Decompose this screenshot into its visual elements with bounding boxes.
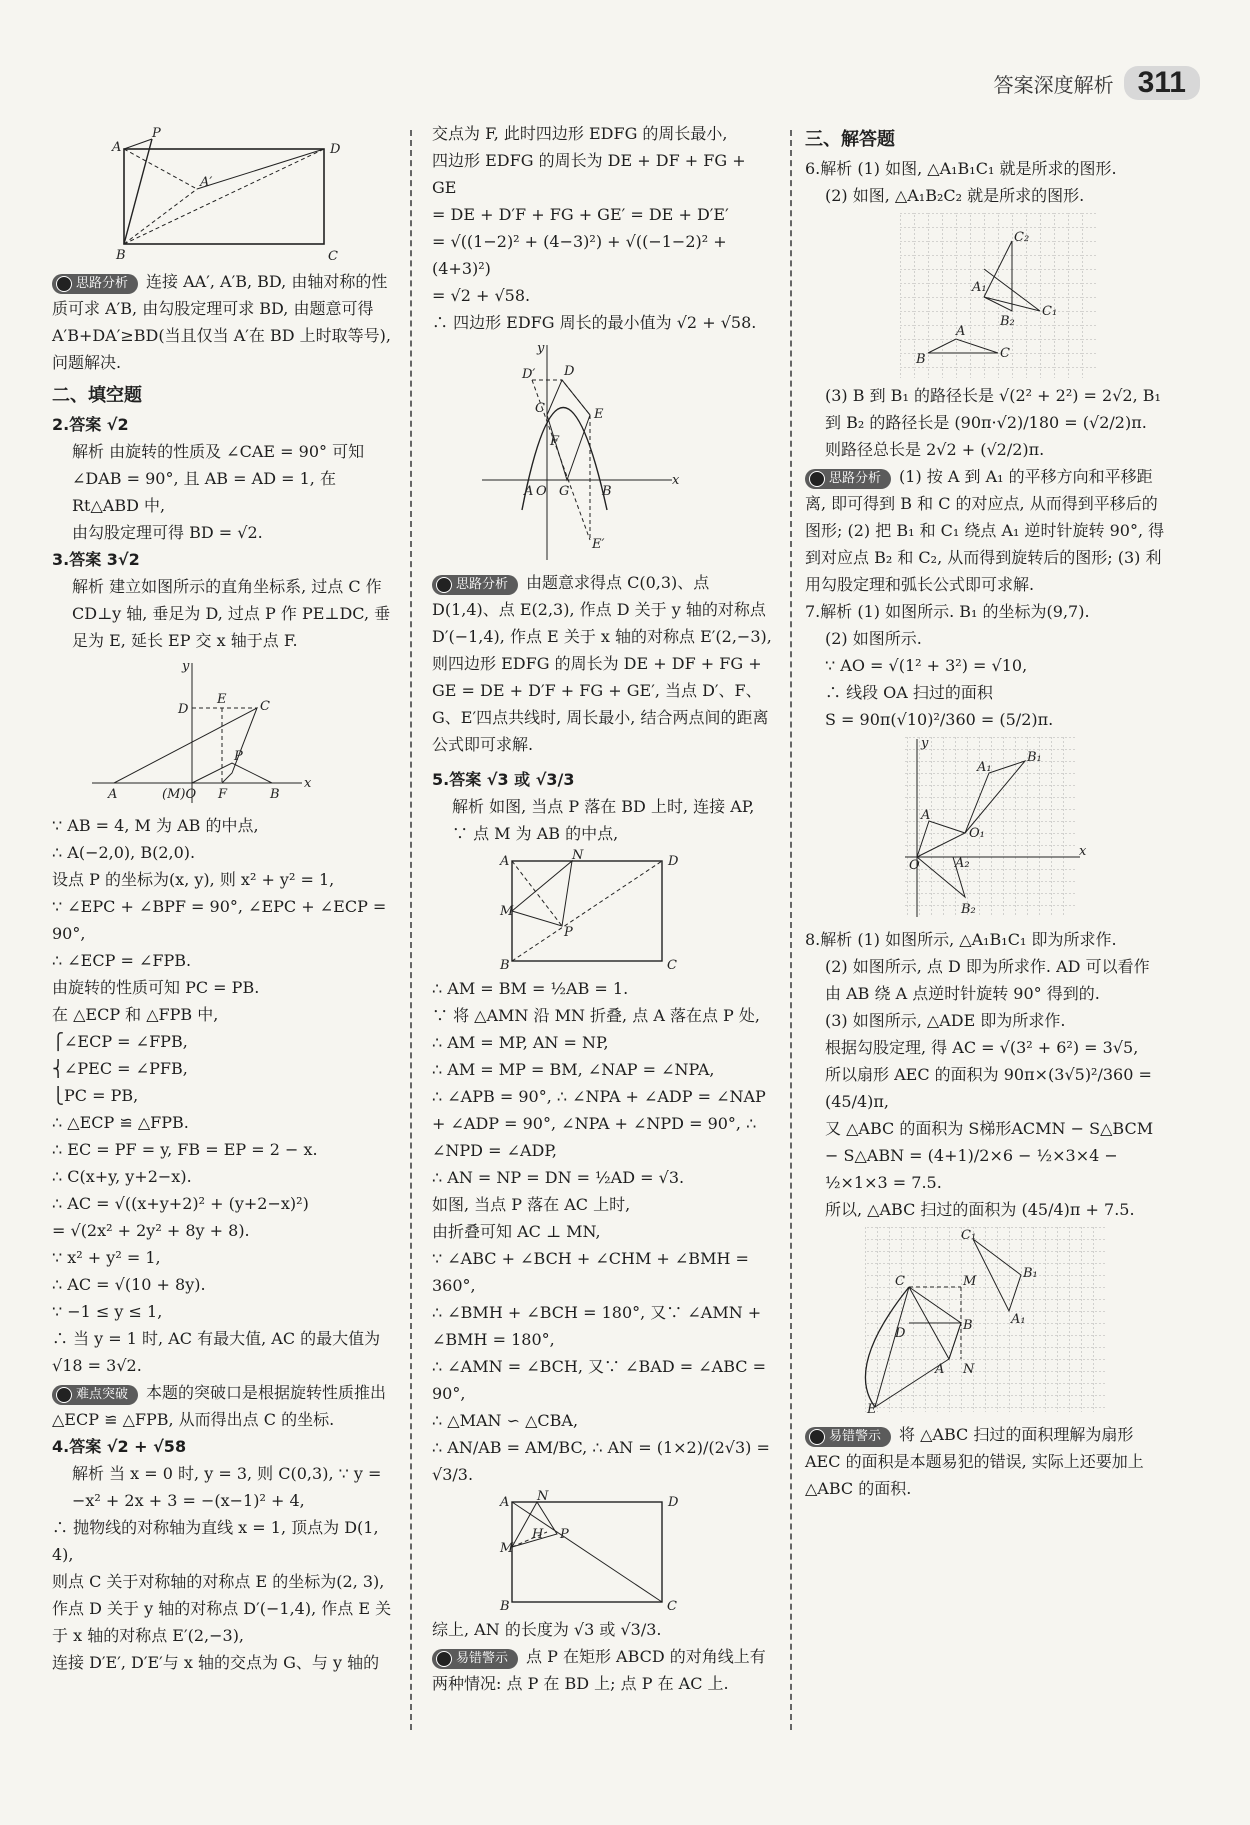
svg-text:C: C xyxy=(667,1599,677,1614)
q7-line: ∵ AO = √(1² + 3²) = √10, xyxy=(825,656,1028,675)
section-fill-in-title: 二、填空题 xyxy=(52,385,142,406)
derivation-line: = DE + D′F + FG + GE′ = DE + D′E′ xyxy=(432,205,729,224)
column-right xyxy=(805,120,1165,1502)
derivation-line: ∴ AM = MP = BM, ∠NAP = ∠NPA, xyxy=(432,1060,715,1079)
derivation-line: √18 = 3√2. xyxy=(52,1356,142,1375)
svg-text:D: D xyxy=(564,364,575,379)
svg-text:D′: D′ xyxy=(522,367,536,382)
q6-part1: 6.解析 (1) 如图, △A₁B₁C₁ 就是所求的图形. xyxy=(805,159,1117,178)
q2-analysis-end: 由勾股定理可得 BD = √2. xyxy=(72,523,263,542)
svg-text:M: M xyxy=(963,1274,977,1289)
derivation-line: ∵ 将 △AMN 沿 MN 折叠, 点 A 落在点 P 处, xyxy=(432,1006,760,1025)
thinking-analysis-text: 由题意求得点 C(0,3)、点 D(1,4)、点 E(2,3), 作点 D 关于 y 轴的对称点 D′(−1,4), 作点 E 关于 x 轴的对称点 E′(2,−3), 则四边形 EDFG 的周长为 DE + DF + FG + GE = DE + D′F + FG + GE′, 当点 D′、F、G、E′四点共线时, 周长最小, 结合两点间的距离公式即可求解. xyxy=(432,573,772,754)
svg-text:(M)O: (M)O xyxy=(162,787,197,802)
svg-text:C: C xyxy=(535,401,545,416)
svg-text:B₂: B₂ xyxy=(961,902,976,917)
derivation-line: ∵ x² + y² = 1, xyxy=(52,1248,161,1267)
svg-text:C₁: C₁ xyxy=(1042,304,1058,319)
derivation-line: ∵ −1 ≤ y ≤ 1, xyxy=(52,1302,163,1321)
svg-text:O: O xyxy=(909,858,920,873)
q4-analysis: 解析 当 x = 0 时, y = 3, 则 C(0,3), ∵ y = −x² + 2x + 3 = −(x−1)² + 4, xyxy=(72,1464,382,1510)
svg-text:B₁: B₁ xyxy=(1027,750,1042,765)
derivation-line: ⎨∠PEC = ∠PFB, xyxy=(52,1059,188,1078)
thinking-analysis-badge: 思路分析 xyxy=(52,274,138,294)
common-error-badge: 易错警示 xyxy=(432,1649,518,1669)
page-number: 311 xyxy=(1124,66,1200,100)
figure-q5-case1 xyxy=(492,848,692,973)
derivation-line: 连接 D′E′, D′E′与 x 轴的交点为 G、与 y 轴的 xyxy=(52,1653,380,1672)
column-divider xyxy=(410,130,412,1730)
q5-answer: 5.答案 √3 或 √3/3 xyxy=(432,770,575,789)
svg-text:E: E xyxy=(867,1402,877,1417)
q6-part3: (3) B 到 B₁ 的路径长是 √(2² + 2²) = 2√2, B₁ 到 B₂ 的路径长是 (90π·√2)/180 = (√2/2)π. xyxy=(825,386,1161,432)
svg-text:C₁: C₁ xyxy=(961,1228,977,1243)
derivation-line: ∵ AB = 4, M 为 AB 的中点, xyxy=(52,816,259,835)
derivation-line: ∴ EC = PF = y, FB = EP = 2 − x. xyxy=(52,1140,318,1159)
derivation-line: ∵ ∠ABC + ∠BCH + ∠CHM + ∠BMH = 360°, xyxy=(432,1249,749,1295)
svg-text:A: A xyxy=(500,854,510,869)
q8-line: (2) 如图所示, 点 D 即为所求作. AD 可以看作由 AB 绕 A 点逆时针旋转 90° 得到的. xyxy=(825,957,1150,1003)
svg-text:B₁: B₁ xyxy=(1023,1266,1038,1281)
svg-text:x: x xyxy=(304,776,312,791)
thinking-analysis-text: (1) 按 A 到 A₁ 的平移方向和平移距离, 即可得到 B 和 C 的对应点, 从而得到平移后的图形; (2) 把 B₁ 和 C₁ 绕点 A₁ 逆时针旋转 90°, 得到对应点 B₂ 和 C₂, 从而得到旋转后的图形; (3) 利用勾股定理和弧长公式即可求解. xyxy=(805,467,1165,594)
svg-text:M: M xyxy=(500,1541,514,1556)
thinking-analysis-badge: 思路分析 xyxy=(805,469,891,489)
derivation-line: ∴ ∠AMN = ∠BCH, 又∵ ∠BAD = ∠ABC = 90°, xyxy=(432,1357,766,1403)
svg-text:O₁: O₁ xyxy=(969,826,985,841)
svg-text:A₁: A₁ xyxy=(977,760,992,775)
svg-text:C: C xyxy=(1000,346,1010,361)
common-error-text: 将 △ABC 扫过的面积理解为扇形 AEC 的面积是本题易犯的错误, 实际上还要加上 △ABC 的面积. xyxy=(805,1425,1144,1498)
svg-text:D: D xyxy=(178,702,189,717)
svg-text:E: E xyxy=(217,692,227,707)
q7-line: (2) 如图所示. xyxy=(825,629,922,648)
figure-parabola xyxy=(472,340,732,565)
svg-text:x: x xyxy=(672,473,680,488)
svg-text:P: P xyxy=(152,126,161,141)
q3-analysis: 解析 建立如图所示的直角坐标系, 过点 C 作 CD⊥y 轴, 垂足为 D, 过点 P 作 PE⊥DC, 垂足为 E, 延长 EP 交 x 轴于点 F. xyxy=(72,577,391,650)
column-left xyxy=(52,120,392,1676)
derivation-line: ∴ 抛物线的对称轴为直线 x = 1, 顶点为 D(1, 4), xyxy=(52,1518,379,1564)
svg-text:D: D xyxy=(668,854,679,869)
svg-text:A′: A′ xyxy=(200,175,213,190)
common-error-badge: 易错警示 xyxy=(805,1427,891,1447)
svg-text:B: B xyxy=(116,248,126,263)
derivation-line: ∴ AN = NP = DN = ½AD = √3. xyxy=(432,1168,685,1187)
svg-text:P: P xyxy=(234,749,243,764)
q3-derivation xyxy=(52,812,392,1379)
derivation-line: 则点 C 关于对称轴的对称点 E 的坐标为(2, 3), 作点 D 关于 y 轴的对称点 D′(−1,4), 作点 E 关于 x 轴的对称点 E′(2,−3), xyxy=(52,1572,392,1645)
svg-text:A: A xyxy=(112,140,122,155)
svg-text:H: H xyxy=(532,1527,544,1542)
svg-text:O: O xyxy=(536,484,547,499)
svg-text:y: y xyxy=(537,341,545,356)
common-error-text: 点 P 在矩形 ABCD 的对角线上有两种情况: 点 P 在 BD 上; 点 P 在 AC 上. xyxy=(432,1647,766,1693)
derivation-line: = √(2x² + 2y² + 8y + 8). xyxy=(52,1221,250,1240)
q7-line: S = 90π(√10)²/360 = (5/2)π. xyxy=(825,710,1054,729)
svg-text:A: A xyxy=(108,787,118,802)
svg-text:P: P xyxy=(560,1527,569,1542)
svg-text:A: A xyxy=(935,1362,945,1377)
derivation-line: ∴ 四边形 EDFG 周长的最小值为 √2 + √58. xyxy=(432,313,757,332)
derivation-line: ∴ AC = √(10 + 8y). xyxy=(52,1275,206,1294)
svg-text:E: E xyxy=(594,407,604,422)
figure-q7-grid xyxy=(895,737,1085,922)
derivation-line: ∴ C(x+y, y+2−x). xyxy=(52,1167,192,1186)
derivation-line: ∴ ∠APB = 90°, ∴ ∠NPA + ∠ADP = ∠NAP + ∠ADP = 90°, ∠NPA + ∠NPD = 90°, ∴ ∠NPD = ∠ADP, xyxy=(432,1087,766,1160)
svg-text:B: B xyxy=(916,352,926,367)
derivation-line: ∴ AM = BM = ½AB = 1. xyxy=(432,979,629,998)
svg-text:A: A xyxy=(956,324,966,339)
svg-text:F: F xyxy=(550,434,560,449)
figure-rectangle-fold xyxy=(52,124,342,264)
derivation-line: 设点 P 的坐标为(x, y), 则 x² + y² = 1, xyxy=(52,870,335,889)
derivation-line: ∴ A(−2,0), B(2,0). xyxy=(52,843,196,862)
q8-line: 8.解析 (1) 如图所示, △A₁B₁C₁ 即为所求作. xyxy=(805,930,1117,949)
svg-text:A: A xyxy=(524,484,534,499)
thinking-analysis-badge: 思路分析 xyxy=(432,575,518,595)
column-divider xyxy=(790,130,792,1730)
derivation-line: ∴ ∠BMH + ∠BCH = 180°, 又∵ ∠AMN + ∠BMH = 180°, xyxy=(432,1303,762,1349)
svg-text:B: B xyxy=(602,484,612,499)
svg-text:B: B xyxy=(270,787,280,802)
svg-text:y: y xyxy=(921,736,929,751)
derivation-line: ∴ △ECP ≌ △FPB. xyxy=(52,1113,189,1132)
figure-q5-case2 xyxy=(492,1489,692,1614)
q5-conclusion: 综上, AN 的长度为 √3 或 √3/3. xyxy=(432,1620,662,1639)
svg-text:A₁: A₁ xyxy=(972,280,987,295)
q8-line: 所以扇形 AEC 的面积为 90π×(3√5)²/360 = (45/4)π, xyxy=(825,1065,1152,1111)
svg-text:x: x xyxy=(1079,844,1087,859)
q7-line: ∴ 线段 OA 扫过的面积 xyxy=(825,683,993,702)
svg-text:B: B xyxy=(963,1318,973,1333)
svg-text:C: C xyxy=(260,699,270,714)
derivation-line: ∵ ∠EPC + ∠BPF = 90°, ∠EPC + ∠ECP = 90°, xyxy=(52,897,387,943)
svg-text:A: A xyxy=(500,1495,510,1510)
derivation-line: 由旋转的性质可知 PC = PB. xyxy=(52,978,260,997)
svg-text:D: D xyxy=(668,1495,679,1510)
key-point-text: 本题的突破口是根据旋转性质推出 △ECP ≌ △FPB, 从而得出点 C 的坐标. xyxy=(52,1383,387,1429)
q7-line: 7.解析 (1) 如图所示. B₁ 的坐标为(9,7). xyxy=(805,602,1090,621)
svg-text:A: A xyxy=(921,808,931,823)
derivation-line: 由折叠可知 AC ⊥ MN, xyxy=(432,1222,601,1241)
q4-answer: 4.答案 √2 + √58 xyxy=(52,1437,187,1456)
key-point-badge: 难点突破 xyxy=(52,1385,138,1405)
derivation-line: 如图, 当点 P 落在 AC 上时, xyxy=(432,1195,631,1214)
q8-line: 根据勾股定理, 得 AC = √(3² + 6²) = 3√5, xyxy=(825,1038,1139,1057)
figure-q6-grid xyxy=(900,213,1100,378)
svg-text:B: B xyxy=(500,1599,510,1614)
derivation-line: ∴ AC = √((x+y+2)² + (y+2−x)²) xyxy=(52,1194,309,1213)
q8-line: 所以, △ABC 扫过的面积为 (45/4)π + 7.5. xyxy=(825,1200,1135,1219)
page-header xyxy=(994,66,1200,100)
svg-text:E′: E′ xyxy=(592,537,605,552)
derivation-line: ∴ 当 y = 1 时, AC 有最大值, AC 的最大值为 xyxy=(52,1329,381,1348)
derivation-line: 交点为 F, 此时四边形 EDFG 的周长最小, xyxy=(432,124,728,143)
q2-analysis: 解析 由旋转的性质及 ∠CAE = 90° 可知 ∠DAB = 90°, 且 AB = AD = 1, 在 Rt△ABD 中, xyxy=(72,442,365,515)
svg-text:N: N xyxy=(572,848,584,863)
derivation-line: 四边形 EDFG 的周长为 DE + DF + FG + GE xyxy=(432,151,746,197)
derivation-line: ⎩PC = PB, xyxy=(52,1086,139,1105)
svg-text:N: N xyxy=(537,1489,549,1504)
svg-text:C₂: C₂ xyxy=(1014,230,1030,245)
figure-q3-coordinates xyxy=(52,658,342,808)
thinking-analysis-text: 连接 AA′, A′B, BD, 由轴对称的性质可求 A′B, 由勾股定理可求 BD, 由题意可得 A′B+DA′≥BD(当且仅当 A′在 BD 上时取等号), 问题解决. xyxy=(52,272,391,372)
svg-text:C: C xyxy=(328,249,338,264)
q6-total: 则路径总长是 2√2 + (√2/2)π. xyxy=(825,440,1045,459)
section-solutions-title: 三、解答题 xyxy=(805,129,895,150)
svg-text:B: B xyxy=(500,958,510,973)
derivation-line: = √2 + √58. xyxy=(432,286,531,305)
svg-text:C: C xyxy=(895,1274,905,1289)
derivation-line: = √((1−2)² + (4−3)²) + √((−1−2)² + (4+3)²) xyxy=(432,232,727,278)
q5-analysis-2: ∵ 点 M 为 AB 的中点, xyxy=(452,824,619,843)
svg-text:C: C xyxy=(667,958,677,973)
derivation-line: ⎧∠ECP = ∠FPB, xyxy=(52,1032,188,1051)
svg-text:A₂: A₂ xyxy=(955,856,970,871)
svg-text:D: D xyxy=(895,1326,906,1341)
svg-text:N: N xyxy=(963,1362,975,1377)
q2-answer: 2.答案 √2 xyxy=(52,415,129,434)
svg-text:M: M xyxy=(500,904,514,919)
derivation-line: ∴ AM = MP, AN = NP, xyxy=(432,1033,609,1052)
header-title: 答案深度解析 xyxy=(993,72,1114,97)
svg-text:D: D xyxy=(330,142,341,157)
svg-text:P: P xyxy=(564,925,573,940)
q3-answer: 3.答案 3√2 xyxy=(52,550,140,569)
q5-analysis: 解析 如图, 当点 P 落在 BD 上时, 连接 AP, xyxy=(452,797,755,816)
derivation-line: ∴ △MAN ∽ △CBA, xyxy=(432,1411,579,1430)
column-middle xyxy=(432,120,772,1697)
derivation-line: 在 △ECP 和 △FPB 中, xyxy=(52,1005,219,1024)
svg-text:F: F xyxy=(218,787,228,802)
q6-part2: (2) 如图, △A₁B₂C₂ 就是所求的图形. xyxy=(825,186,1085,205)
derivation-line: ∴ ∠ECP = ∠FPB. xyxy=(52,951,192,970)
q8-line: (3) 如图所示, △ADE 即为所求作. xyxy=(825,1011,1066,1030)
svg-text:A₁: A₁ xyxy=(1011,1312,1026,1327)
derivation-line: ∴ AN/AB = AM/BC, ∴ AN = (1×2)/(2√3) = √3/3. xyxy=(432,1438,770,1484)
figure-q8-grid xyxy=(865,1227,1105,1417)
q8-line: 又 △ABC 的面积为 S梯形ACMN − S△BCM − S△ABN = (4+1)/2×6 − ½×3×4 − ½×1×3 = 7.5. xyxy=(825,1119,1154,1192)
svg-text:G: G xyxy=(559,484,570,499)
svg-text:y: y xyxy=(182,659,190,674)
svg-text:B₂: B₂ xyxy=(1000,314,1015,329)
